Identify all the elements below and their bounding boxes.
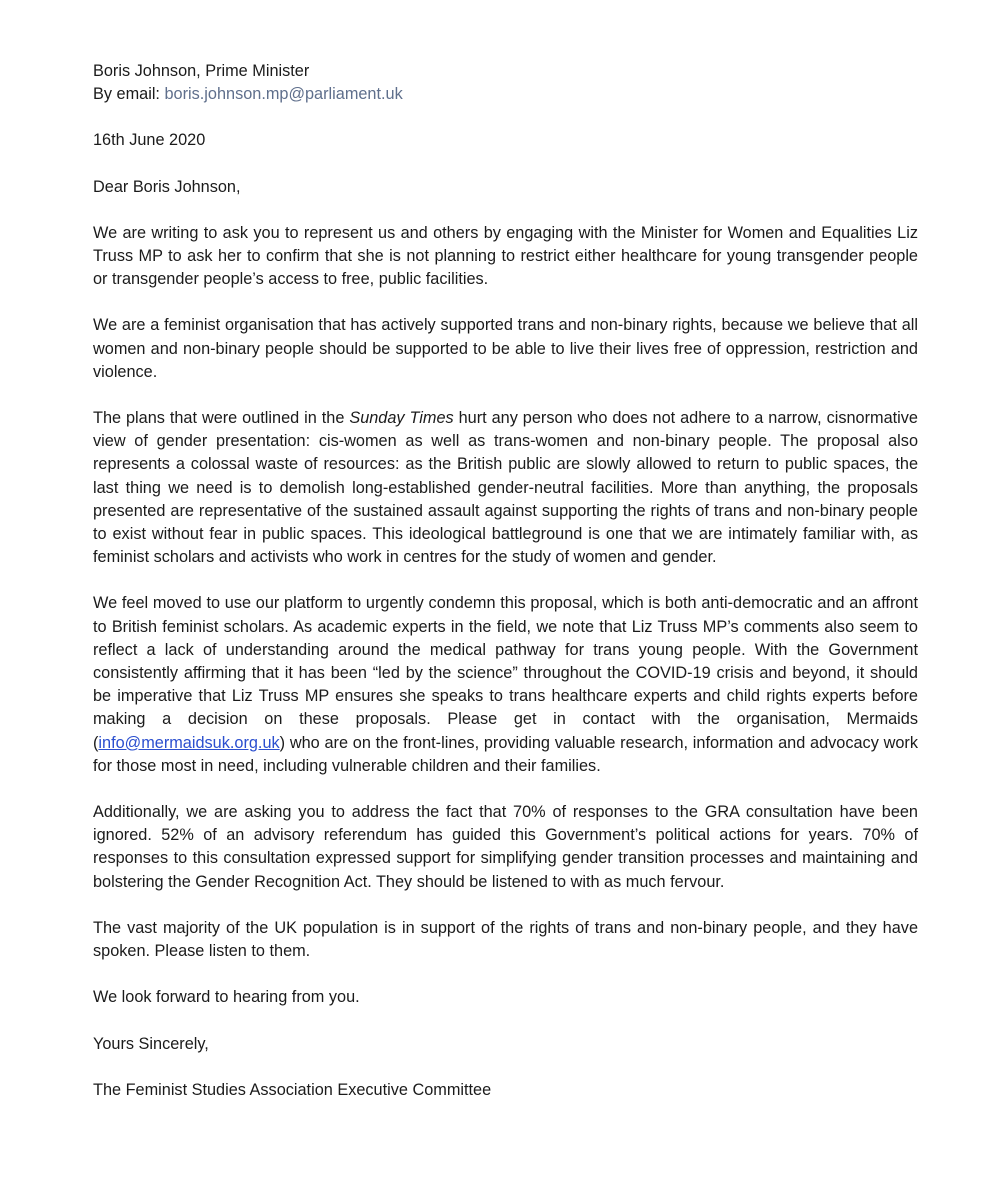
paragraph-3-sunday-times	[93, 407, 918, 569]
paragraph-3-part-2: hurt any person who does not adhere to a narrow, cisnormative view of gender presentation: cis-women as well as trans-women and non-binary people. The proposal also represents a colossal waste of resources: as the British public are slowly allowed to return to public spaces, the last thing we need is to demolish long-established gender-neutral facilities. More than anything, the proposals presented are representative of the sustained assault against supporting the rights of trans and non-binary people to exist without fear in public spaces. This ideological battleground is one that we are intimately familiar with, as feminist scholars and activists who work in centres for the study of women and gender.	[93, 409, 918, 567]
paragraph-4-part-1: We feel moved to use our platform to urgently condemn this proposal, which is both anti-democratic and an affront to British feminist scholars. As academic experts in the field, we note that Liz Truss MP’s comments also seem to reflect a lack of understanding around the medical pathway for trans young people. With the Government consistently affirming that it has been “led by the science” throughout the COVID-19 crisis and beyond, it should be imperative that Liz Truss MP ensures she speaks to trans healthcare experts and child rights experts before making a decision on these proposals. Please get in contact with the organisation, Mermaids (	[93, 594, 918, 752]
recipient-block	[93, 60, 918, 106]
paragraph-1: We are writing to ask you to represent us and others by engaging with the Minister for Women and Equalities Liz Truss MP to ask her to confirm that she is not planning to restrict either healthcare for young transgender people or transgender people’s access to free, public facilities.	[93, 223, 918, 289]
recipient-email-line	[93, 83, 918, 106]
paragraph-2: We are a feminist organisation that has actively supported trans and non-binary rights, because we believe that all women and non-binary people should be supported to be able to live their lives free of oppression, restriction and violence.	[93, 316, 918, 381]
paragraph-4-mermaids	[93, 592, 918, 778]
spacer-after-recipient	[93, 106, 918, 129]
paragraph-4-part-2: ) who are on the front-lines, providing valuable research, information and advocacy work for those most in need, including vulnerable children and their families.	[93, 733, 918, 775]
mermaids-email-link[interactable]: info@mermaidsuk.org.uk	[98, 733, 280, 752]
signature-line: The Feminist Studies Association Executive Committee	[93, 1080, 492, 1099]
letter-body	[93, 60, 918, 1102]
paragraph-6: The vast majority of the UK population is in support of the rights of trans and non-binary people, and they have spoken. Please listen to them.	[93, 918, 918, 961]
letter-date: 16th June 2020	[93, 131, 206, 150]
salutation: Dear Boris Johnson,	[93, 177, 241, 196]
email-label: By email:	[93, 85, 165, 104]
closing-salutation: Yours Sincerely,	[93, 1034, 209, 1053]
paragraph-3-part-1: The plans that were outlined in the	[93, 409, 350, 428]
paragraph-7-closing-remark: We look forward to hearing from you.	[93, 988, 360, 1007]
recipient-name: Boris Johnson, Prime Minister	[93, 62, 310, 80]
sunday-times-title: Sunday Times	[349, 409, 454, 428]
paragraph-5-statistics: Additionally, we are asking you to address the fact that 70% of responses to the GRA consultation have been ignored. 52% of an advisory referendum has guided this Government’s political actions for years. 70% of responses to this consultation expressed support for simplifying gender transition processes and maintaining and bolstering the Gender Recognition Act. They should be listened to with as much fervour.	[93, 803, 918, 891]
recipient-email-address[interactable]: boris.johnson.mp@parliament.uk	[164, 85, 403, 104]
